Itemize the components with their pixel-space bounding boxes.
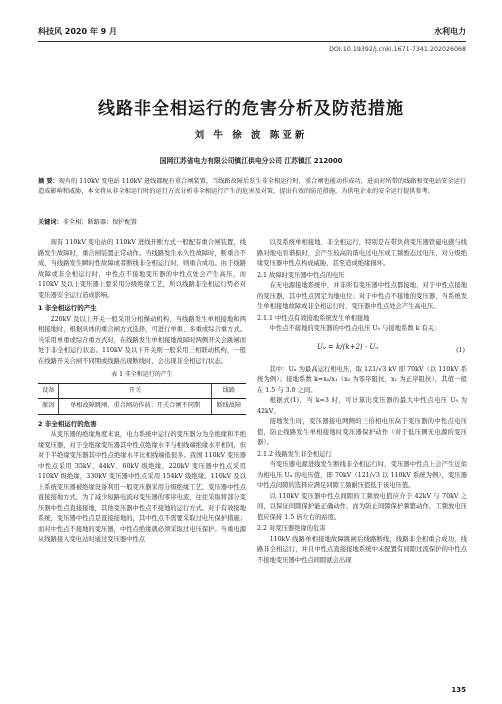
paragraph: 现有 110kV 变电站的 110kV 进线开断方式一般配有重合闸装置，线路发生故障时，重合闸装置正常动作。当线路发生永久性故障时，断重合不成，当线路发生瞬时性故障或者断线非全相运行时，则重合成功。由于线路故障或非全相运行时，中性点不接地变压器的中性点处会产生高压，而 110kV 及以上变压器上要采用分级绝缘工艺，所以线路非全相运行势必对变压器安全运行造成影响。 <box>38 239 246 299</box>
paragraph: 当变压器电源进线发生断线非全相运行时，变压器中性点上会产生近似为相电压 Uₙ 的电压值，即 70kV（121/√3 以 110kV 系统为例），变压器中性点间隙的选择应满足同隙工频耐压值低于该电压值。 <box>257 461 467 489</box>
section-heading: 2 非全相运行的危害 <box>38 419 97 428</box>
right-column <box>257 238 467 566</box>
subsection-heading: 2.1.2 线路发生非全相运行 <box>257 450 332 458</box>
journal-issue: 科技风 2020 年 9 月 <box>38 27 117 36</box>
table-header-cell: 设备 <box>38 383 59 399</box>
equation-1 <box>257 337 467 363</box>
authors: 刘 牛 徐 波 陈亚新 <box>194 130 308 141</box>
table-1 <box>38 383 246 415</box>
paragraph: 其中：Uₙ 为最高运行相电压，取 121/√3 kV 即 70kV（以 110kV 系统为例）；接地系数 k=x₀/x₁（x₀ 为零序阻抗，x₁ 为正序阻抗），其值一般在 1.5 与 3.0 之间。 <box>257 365 467 394</box>
abstract-text: 现有的 110kV 变电站 110kV 进线都配有重合闸装置，当线路故障后发生非全相运行时，重合闸也能动作成功，进而对所带的线路和变电站安全运行造成影响和威胁，本文将从非全相运行时的运行方式分析非全相运行产生的危害及对策，提出有效的防范措施，为供电企业的安全运行提供参考。 <box>38 178 466 196</box>
subsection-heading: 2.1.1 中性点有效接地系统发生单相接地 <box>257 314 370 322</box>
doi[interactable]: DOI:10.19392/j.cnki.1671-7341.202026068 <box>329 46 466 53</box>
paragraph: 从变压器的绝缘角度来说，电力系统中运行的变压器分为全绝缘和半绝缘变压器，对于全绝缘变压器其中性点绝缘水平与相线端绝缘水平相同，但对于半绝缘变压器其中性点绝缘水平比相线端低很多。我国 110kV 变压器中性点采用 35kV、44kV、60kV 级绝缘，220kV 变压器中性点采用 110kV 级绝缘，330kV 变压器中性点采用 154kV 级绝缘。110kV 及以上系统变压器被绝缘设备利用一般变压器采用分级绝缘工艺，变压器中性点直接接地方式，为了减少短路电流对变压器的零序电流，往往采取将部分变压器中性点直接接地，其他变压器中性点不接地的运行方式。对于有效接地系统，变压器中性点是直接接地的，其中性点不需要采取过电压保护措施；而对中性点不接地的变压器，中性点绝缘就必须采取过电压保护。当重电源从线路接入变电站时通过变压器中性点 <box>38 431 246 543</box>
paragraph: 以及系统单相接地、非全相运行，特别是在带负荷变压器铁磁电感与线路对地电容谐振时，会产生较高的谐电过电压或工频暂态过电压，对分级绝缘变压器中性点构成威胁，甚至造成绝缘损坏。 <box>257 239 467 267</box>
equation-number: (1) <box>456 346 465 354</box>
journal-section: 水利电力 <box>434 27 466 36</box>
table-header-row <box>38 383 246 399</box>
table-row <box>38 399 246 415</box>
paper-title: 线路非全相运行的危害分析及防范措施 <box>98 99 404 119</box>
paragraph: 以 110kV 变压器中性点间隙的工频放电值应介于 42kV 与 70kV 之间，以保证间隙保护能正确动作，而为防止间隙保护频繁动作，工频放电压值应保持 1.5 倍左右的裕度。 <box>257 492 467 521</box>
left-column <box>38 238 246 546</box>
paragraph: 中性点不接地的变压器的中性点电压 U₀ 与接地系数 k 有关： <box>269 325 441 332</box>
abstract-label: 摘 要： <box>38 178 59 185</box>
subsection-heading: 2.2 对变压器绝缘的危害 <box>257 525 326 532</box>
affiliation: 国网江苏省电力有限公司镇江供电分公司 江苏镇江 212000 <box>159 157 343 165</box>
table-caption: 表 1 非全相运行的产生 <box>111 371 173 378</box>
paragraph: 接地发生时，变压器接电网侧的三倍相电压高于变压器的中性点电压值，防止线路发生单相接地时变压器保护动作（对于低压侧无电源的变压器）。 <box>257 418 467 446</box>
paragraph: 根据式(1)，当 k=3 时，可计算出变压器的最大中性点电压 U₀ 为 42kV。 <box>257 397 467 415</box>
paragraph: 220kV 及以上开关一般采用分相操动机构，当线路发生单相接地和两相接地时，根据具体的重合闸方式选择，可进行单重、多重或综合重方式。当采用单重或综合重方式时，在线路发生单相接地故障时两侧开关会跳闸而处于非全相运行状态。110kV 及以下开关则一般采用三相联动机构，一般在线路开关合闸不同期或线路出现断线时，会出现非全相运行状态。 <box>38 315 246 365</box>
table-cell: 原因 <box>38 399 59 415</box>
running-header <box>38 20 466 42</box>
keywords <box>38 217 466 226</box>
table-header-cell: 开关 <box>59 383 211 399</box>
equation-body: U₀ = k/(k+2) · Uₙ <box>317 342 379 351</box>
subsection-heading: 2.1 故障时变压器中性点的电压 <box>257 271 345 279</box>
paragraph: 在无电源接地系统中，并非所有变压器中性点都接地，对于中性点接地的变压器，其中性点固定为地电位；对于中性点不接地的变压器，当系统发生单相接地故障或非全相运行时，变压器中性点处会产生高电压。 <box>257 282 467 310</box>
paragraph: 110kV 线路单相接地故障跳闸后线路断线，线路非全相重合成功，线路非全相运行，并且中性点直接接地系统中未配置有间隙过流保护的中性点不接地变压器中性点间隙就会出现 <box>257 535 467 564</box>
abstract <box>38 177 466 197</box>
table-cell: 单相故障跳闸、重合闸动作前；开关合闸不同期 <box>59 399 211 415</box>
table-header-cell: 线路 <box>211 383 246 399</box>
page-number: 135 <box>451 686 466 694</box>
keywords-text: 非全相；断路器；保护配置 <box>62 219 137 226</box>
table-cell: 断线故障 <box>211 399 246 415</box>
keywords-label: 关键词： <box>38 219 63 226</box>
section-heading: 1 非全相运行的产生 <box>38 304 97 312</box>
